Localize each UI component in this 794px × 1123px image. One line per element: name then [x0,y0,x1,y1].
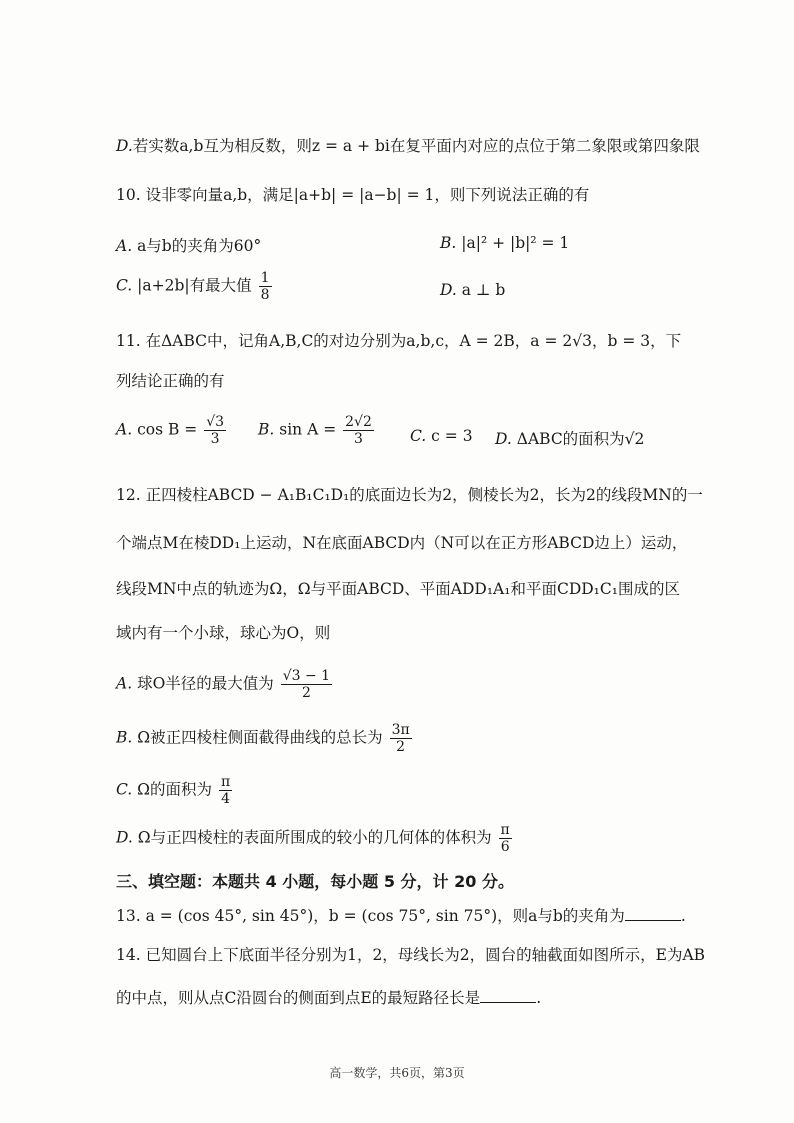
q12-option-c [116,774,234,807]
q9-option-d [116,137,700,156]
q12-d-pre: Ω与正四棱柱的表面所围成的较小的几何体的体积为 [137,828,492,847]
q10-option-a [116,234,261,256]
q12-a-fraction [281,668,332,701]
q11-a-pre: cos B = [137,420,198,439]
q9-d-text: 若实数a,b互为相反数，则z = a + bi在复平面内对应的点位于第二象限或第四象限 [132,137,700,155]
q11-option-b [258,414,376,447]
q14-answer-blank[interactable] [480,988,536,1003]
q10-c-label: C. [116,276,133,295]
q12-a-label: A. [116,674,133,693]
q12-line4: 域内有一个小球，球心为O，则 [116,624,331,642]
q12-option-b [116,722,414,755]
q11-a-fraction [204,414,226,447]
q13-end: . [680,907,686,925]
q10-option-b [440,234,569,252]
q10-d-label: D. [440,281,457,299]
q14-line1: 14. 已知圆台上下底面半径分别为1，2，母线长为2，圆台的轴截面如图所示，E为AB [116,946,706,964]
q13 [116,906,686,926]
q10-c-frac-num: 1 [260,270,270,286]
q14-line2: 的中点，则从点C沿圆台的侧面到点E的最短路径长是 [116,989,481,1007]
q10-d-text: a ⊥ b [461,281,506,299]
q12-d-label: D. [116,828,133,847]
q12-c-frac-num: π [220,774,231,790]
q10-a-label: A. [116,237,133,255]
q11-a-frac-num: √3 [206,414,225,430]
q11-a-label: A. [116,420,133,439]
q12-b-pre: Ω被正四棱柱侧面截得曲线的总长为 [137,728,383,747]
q11-d-text: ΔABC的面积为√2 [516,430,645,448]
q12-c-label: C. [116,780,133,799]
q12-d-frac-den: 6 [500,839,510,856]
section-3-title: 三、填空题：本题共 4 小题，每小题 5 分，计 20 分。 [116,872,514,891]
q11-b-fraction [343,414,374,447]
q12-a-frac-num: √3 − 1 [282,668,331,684]
page-footer: 高一数学，共6页，第3页 [329,1066,465,1080]
q11-d-label: D. [495,430,512,448]
q12-a-frac-den: 2 [301,685,311,702]
q12-d-frac-num: π [500,822,510,838]
q10-c-frac-den: 8 [260,287,270,304]
q12-option-d [116,822,514,855]
q11-b-frac-den: 3 [354,431,363,448]
q10-option-c [116,270,274,303]
q10-b-label: B. [440,234,457,252]
q10-c-text: |a+2b|有最大值 [137,276,252,295]
q12-line1: 12. 正四棱柱ABCD − A₁B₁C₁D₁的底面边长为2，侧棱长为2，长为2的线段MN的一 [116,486,703,504]
q10-c-fraction [259,270,272,303]
q9-d-label: D. [116,137,133,155]
q10-b-text: |a|² + |b|² = 1 [461,234,570,252]
q12-line2: 个端点M在棱DD₁上运动，N在底面ABCD内（N可以在正方形ABCD边上）运动， [116,534,688,552]
q12-c-frac-den: 4 [221,791,231,808]
q11-b-pre: sin A = [279,420,337,439]
q12-b-frac-den: 2 [396,739,406,756]
q11-c-text: c = 3 [431,427,473,445]
q11-a-frac-den: 3 [210,431,220,448]
q11-stem-line1: 11. 在ΔABC中，记角A,B,C的对边分别为a,b,c，A = 2B，a = 2√3，b = 3，下 [116,332,682,350]
q13-text: 13. a = (cos 45°, sin 45°)，b = (cos 75°, sin 75°)，则a与b的夹角为 [116,907,625,925]
q12-d-fraction [499,822,512,855]
q12-option-a [116,668,334,701]
q11-b-frac-num: 2√2 [345,414,372,430]
q12-c-fraction [219,774,232,807]
q12-a-pre: 球O半径的最大值为 [137,674,274,693]
q11-b-label: B. [258,420,275,439]
q14-line2-row [116,988,541,1008]
q12-c-pre: Ω的面积为 [137,780,213,799]
q12-b-label: B. [116,728,133,747]
q11-option-a [116,414,228,447]
q11-option-d [495,427,644,449]
q14-end: . [536,989,542,1007]
q11-option-c [410,427,473,445]
q10-option-d [440,281,505,299]
q11-c-label: C. [410,427,427,445]
q10-a-text: a与b的夹角为60° [137,237,262,255]
q12-b-frac-num: 3π [391,722,410,738]
q13-answer-blank[interactable] [625,906,681,921]
q12-b-fraction [390,722,412,755]
q11-stem-line2: 列结论正确的有 [116,372,225,390]
q10-stem: 10. 设非零向量a,b，满足|a+b| = |a−b| = 1，则下列说法正确的有 [116,186,590,204]
q12-line3: 线段MN中点的轨迹为Ω，Ω与平面ABCD、平面ADD₁A₁和平面CDD₁C₁围成的区 [116,580,680,598]
